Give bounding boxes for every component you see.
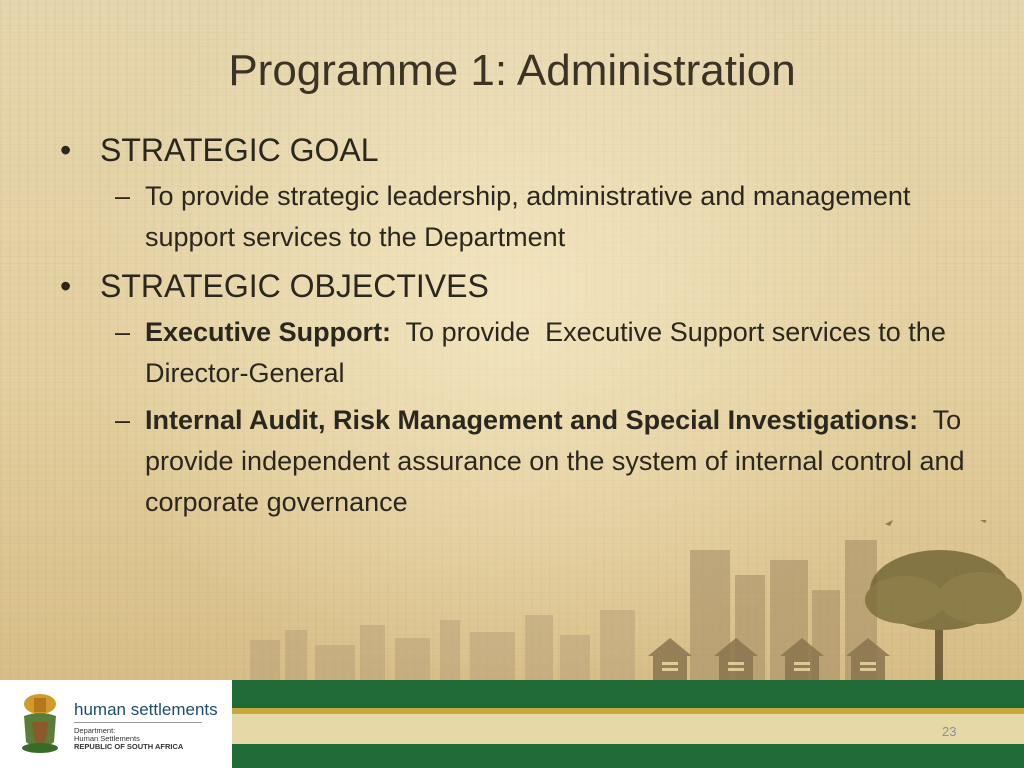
skyline-illustration: [0, 520, 1024, 680]
bullet-strategic-goal: [60, 128, 980, 172]
footer-stripe-green-bottom: [232, 744, 1024, 768]
department-label: Department:: [74, 726, 116, 735]
department-name: human settlements: [74, 700, 218, 719]
sub-bullet-goal: [60, 176, 980, 258]
sub-bullet-internal-audit: [60, 400, 980, 523]
bullet-dot: •: [60, 268, 72, 304]
sub-bullet-text: To provide independent assurance on the system of internal control and corporate governance: [145, 405, 973, 517]
sub-bullet-bold-label: Internal Audit, Risk Management and Special Investigations:: [145, 405, 919, 435]
country-name: REPUBLIC OF SOUTH AFRICA: [74, 742, 184, 751]
slide-content: [60, 128, 980, 529]
bird-icons: [885, 520, 988, 526]
bullet-heading: STRATEGIC OBJECTIVES: [100, 268, 489, 304]
sub-bullet-executive-support: [60, 312, 980, 394]
bullet-strategic-objectives: [60, 264, 980, 308]
slide-title: Programme 1: Administration: [228, 46, 796, 95]
bullet-dash: –: [115, 317, 131, 347]
footer-logo-box: [0, 680, 232, 768]
sub-bullet-bold-label: Executive Support:: [145, 317, 392, 347]
coat-of-arms-icon: [14, 690, 66, 756]
footer: [0, 680, 1024, 768]
footer-stripe-cream: [232, 714, 1024, 744]
bullet-dash: –: [115, 181, 131, 211]
bullet-dash: –: [115, 405, 131, 435]
sub-bullet-text: To provide Executive Support services to the Director-General: [145, 317, 954, 388]
department-subname: Human Settlements: [74, 734, 140, 743]
sub-bullet-text: To provide strategic leadership, administrative and management support services to the Department: [145, 181, 911, 252]
tree-icon: [865, 550, 1022, 680]
divider: [74, 722, 202, 723]
footer-stripe-green-top: [232, 680, 1024, 708]
bullet-dot: •: [60, 132, 72, 168]
page-number: 23: [942, 724, 957, 739]
bullet-heading: STRATEGIC GOAL: [100, 132, 379, 168]
